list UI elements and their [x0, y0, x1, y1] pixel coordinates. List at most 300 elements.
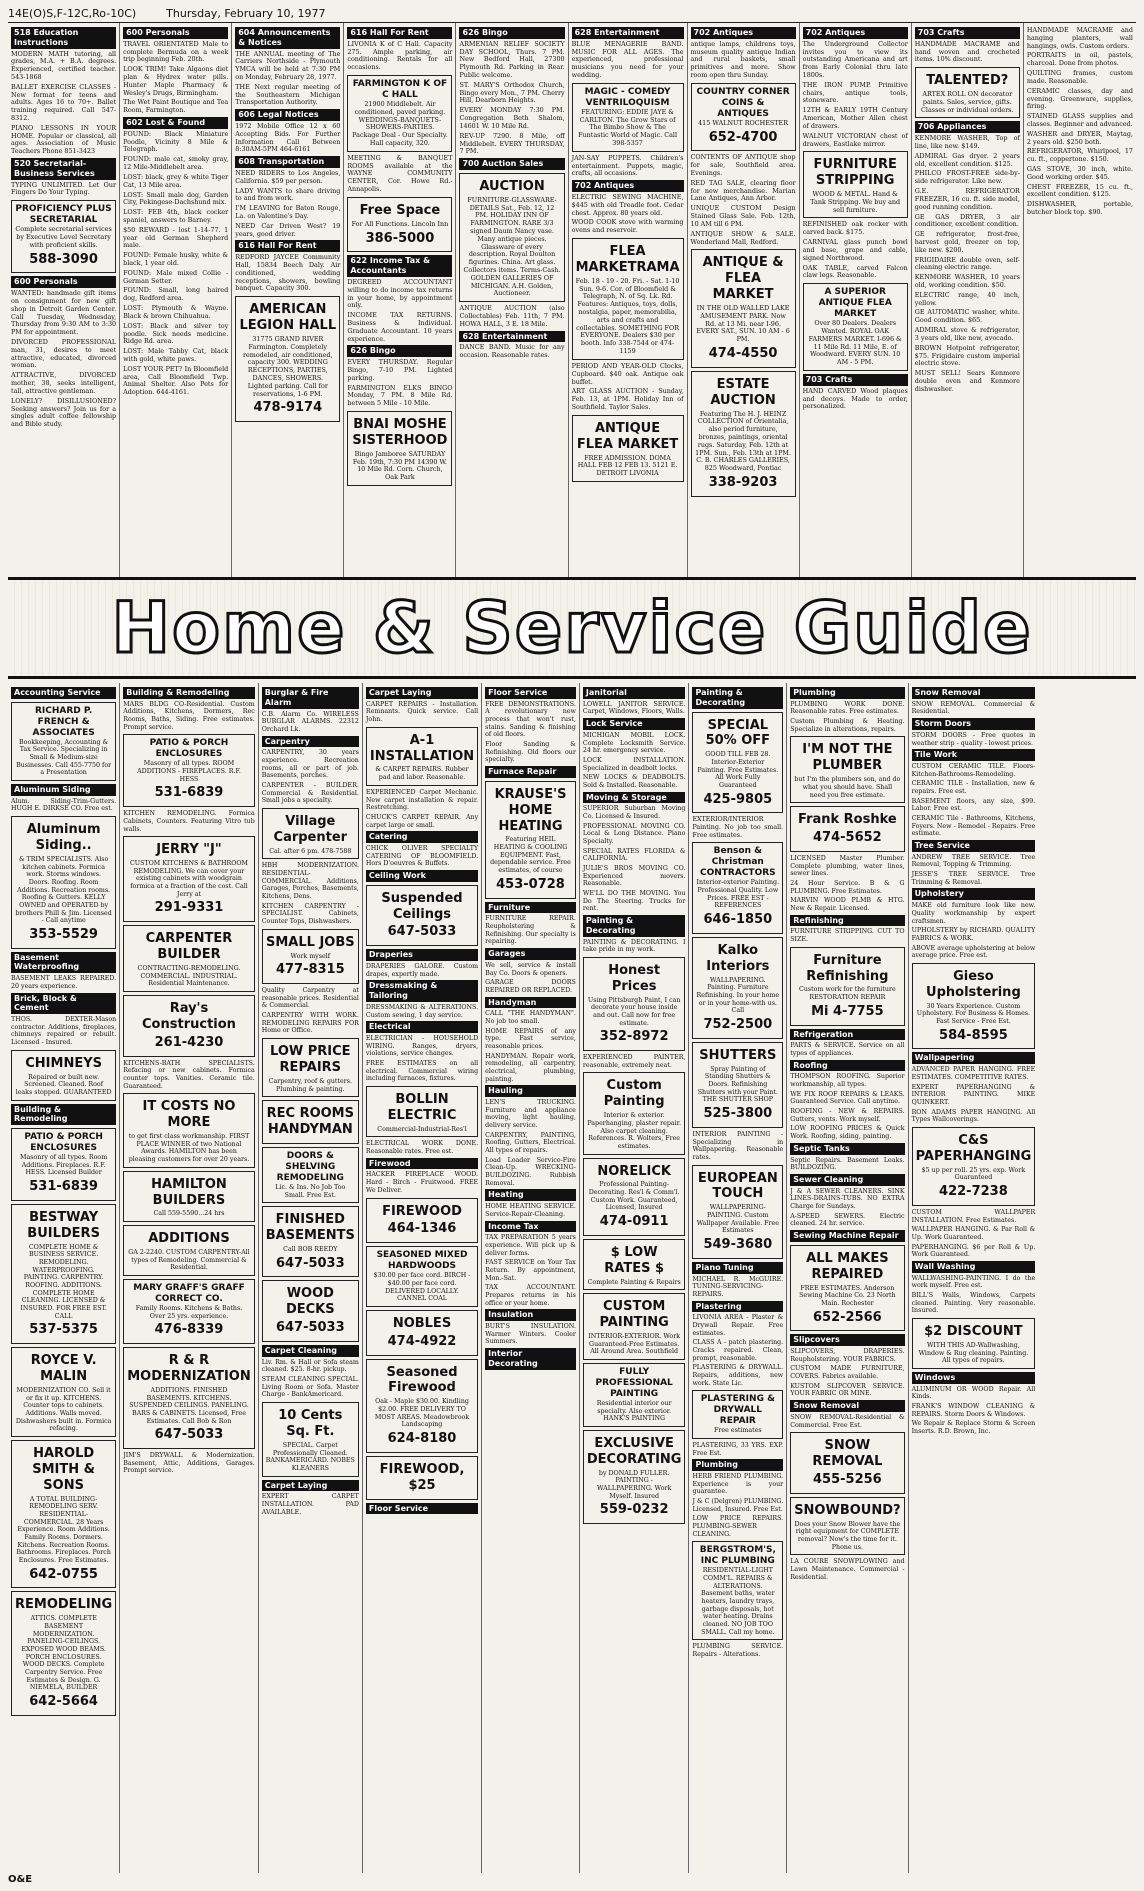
- ad-title: FINISHED BASEMENTS: [265, 1212, 355, 1244]
- ad-phone: 478-9174: [253, 400, 323, 416]
- ad-title: BERGSTROM'S, INC PLUMBING: [699, 1545, 776, 1567]
- display-ad: [790, 736, 904, 803]
- ad-title: Honest Prices: [608, 962, 661, 994]
- classified-ad: PERIOD AND YEAR-OLD Clocks, Cupboard. $40 oak. Antique oak buffet.: [571, 361, 684, 386]
- category-heading: 626 Bingo: [347, 345, 452, 357]
- classified-ad: BLUE MENAGERIE BAND. MUSIC FOR ALL AGES. The experienced, professional musicians you need for your wedding.: [571, 39, 684, 79]
- ad-phone: 647-5033: [275, 1255, 345, 1271]
- classified-ad: WOOD COOK stove with warming ovens and reservoir.: [571, 218, 684, 235]
- ad-title: SHUTTERS: [699, 1047, 777, 1063]
- ad-title: HAMILTON BUILDERS: [151, 1176, 227, 1208]
- classified-ad: RON ADAMS PAPER HANGING. All Types Wallcoverings.: [911, 1108, 1036, 1124]
- category-heading: Brick, Block & Cement: [11, 993, 116, 1015]
- classified-ad: LADY WANTS to share driving to and from work.: [235, 186, 341, 203]
- ad-title: Suspended Ceilings: [381, 890, 463, 922]
- ad-title: CHIMNEYS: [25, 1055, 102, 1071]
- classified-ad: LEN'S TRUCKING. Furniture and appliance moving, light hauling, delivery service.: [485, 1099, 576, 1130]
- ad-title: Custom Painting: [603, 1078, 665, 1110]
- classified-ad: QUILTING frames, custom made. Reasonable.: [1026, 69, 1133, 85]
- ad-body: $30.00 per face cord. BIRCH - $40.00 per face cord. DELIVERED LOCALLY. CANNEL COAL: [373, 1272, 471, 1303]
- category-heading: Insulation: [485, 1309, 576, 1321]
- ad-phone: 261-4230: [154, 1034, 224, 1050]
- classified-ad: FRIGIDAIRE double oven, self-cleaning electric range.: [914, 255, 1020, 272]
- classified-column: [259, 683, 363, 1873]
- category-heading: Refrigeration: [790, 1029, 904, 1041]
- classified-ad: FURNITURE STRIPPING. CUT TO SIZE.: [790, 928, 905, 944]
- classified-ad: INTERIOR PAINTING - Specializing in Wallpapering. Reasonable rates.: [692, 1130, 784, 1161]
- classified-ad: I'M LEAVING for Baton Rouge, La. on Valentine's Day.: [235, 204, 341, 220]
- classified-ad: ANTIQUE SHOW & SALE. Wonderland Mall, Redford.: [690, 229, 796, 246]
- category-heading: Wall Washing: [912, 1261, 1036, 1273]
- display-ad: [11, 1128, 116, 1201]
- display-ad: [123, 1225, 255, 1276]
- ad-title: ANTIQUE & FLEA MARKET: [702, 255, 784, 303]
- ad-title: ADDITIONS: [148, 1231, 230, 1247]
- display-ad: [262, 1206, 359, 1277]
- ad-body: COMPLETE HOME & BUSINESS SERVICE. REMODELING. WATERPROOFING. PAINTING. CARPENTRY. ROOFING. ADDITIONS. COMPLETE HOME CLEANING. LICENSED & INSURED. FOR FREE EST. CALL: [20, 1243, 107, 1320]
- ad-phone: 386-5000: [365, 230, 435, 246]
- ad-title: ALL MAKES REPAIRED: [806, 1250, 889, 1282]
- category-heading: 628 Entertainment: [572, 27, 684, 39]
- classified-ad: INCOME TAX RETURNS. Business & Individual. Graduate Accountant. 10 years experience.: [347, 311, 453, 343]
- classified-ad: CONTENTS OF ANTIQUE shop for sale, Southfield area. Evenings.: [690, 153, 796, 178]
- classified-ad: LOST: black, grey & white Tiger Cat, 13 Mile area.: [123, 172, 229, 189]
- category-heading: Basement Waterproofing: [11, 952, 116, 974]
- classified-ad: SPECIAL RATES FLORIDA & CALIFORNIA.: [582, 847, 686, 863]
- classified-ad: MARS BLDG CO-Residential. Custom Additions, Kitchens, Dormers, Rec Rooms, Baths, Siding. Free estimates. Prompt service.: [123, 700, 255, 731]
- ad-title: REMODELING: [15, 1597, 113, 1613]
- ad-title: BESTWAY BUILDERS: [27, 1209, 100, 1241]
- display-ad: [347, 75, 452, 152]
- category-heading: Hauling: [485, 1085, 576, 1097]
- ad-body: Bingo Jamboree SATURDAY Feb. 19th, 7:30 PM 14390 W. 10 Mile Rd. Corn. Church, Oak Park: [352, 449, 447, 482]
- ad-title: $2 DISCOUNT: [924, 1323, 1023, 1339]
- classified-ad: PLUMBING WORK DONE. Reasonable rates. Free estimates.: [790, 700, 905, 716]
- display-ad: [123, 1171, 255, 1222]
- display-ad: [11, 1440, 116, 1588]
- classified-ad: HBH MODERNIZATION. RESIDENTIAL-COMMERCIAL. Additions, Garages, Porches, Basements, Kitchens, Dens.: [261, 862, 359, 901]
- display-ad: [583, 1363, 686, 1427]
- classified-ad: ATTRACTIVE, DIVORCED mother, 38, seeks intelligent, tall, attractive gentleman.: [11, 371, 117, 395]
- category-heading: 606 Legal Notices: [235, 109, 340, 121]
- ad-title: FIREWOOD: [382, 1203, 462, 1219]
- category-heading: Carpet Laying: [366, 687, 478, 699]
- classified-ad: CUSTOM WALLPAPER INSTALLATION. Free Estimates.: [911, 1208, 1036, 1224]
- ad-title: AUCTION: [479, 178, 545, 194]
- classified-ad: KENMORE WASHER, 10 years old, working condition. $50.: [914, 273, 1020, 290]
- classified-ad: PLASTERING & DRYWALL. Repairs, additions, new work. State Lic.: [692, 1364, 784, 1387]
- category-heading: Furniture: [485, 902, 576, 914]
- ad-title: Gieso Upholstering: [926, 968, 1021, 1000]
- display-ad: [11, 816, 116, 949]
- display-ad: [11, 1347, 116, 1437]
- classified-ad: WALLPAPER HANGING. & Par Roll & Up. Work Guaranteed.: [911, 1226, 1036, 1241]
- display-ad: [692, 842, 783, 933]
- ad-title: Seasoned Firewood: [386, 1364, 458, 1396]
- classified-ad: BILL'S Walls, Windows, Carpets cleaned. Painting. Very reasonable. Insured.: [911, 1291, 1036, 1315]
- display-ad: [485, 781, 576, 899]
- classified-ad: 24 Hour Service. B & G PLUMBING. Free Estimates.: [790, 879, 905, 895]
- ad-phone: 338-9203: [708, 475, 778, 491]
- display-ad: [572, 415, 684, 482]
- classified-column: [344, 23, 456, 577]
- classified-ad: LOST: Male Tabby Cat, black with gold, white paws.: [123, 347, 229, 363]
- category-heading: 700 Auction Sales: [459, 158, 564, 170]
- display-ad: [572, 83, 684, 152]
- classified-ad: MEETING & BANQUET ROOMS available at the WAYNE COMMUNITY CENTER, Cor. Howe Rd.-Annapolis.: [347, 153, 453, 194]
- display-ad: [366, 1086, 478, 1137]
- classified-ad: C.B. Alarm Co. WIRELESS BURGLAR ALARMS. 22312 Orchard Lk.: [261, 710, 359, 733]
- category-heading: Wallpapering: [912, 1052, 1036, 1064]
- ad-title: IT COSTS NO MORE: [142, 1099, 236, 1131]
- classified-column: [456, 23, 568, 577]
- classified-ad: WE FIX ROOF REPAIRS & LEAKS. Guaranteed Service. Call anytime.: [790, 1090, 905, 1106]
- classified-ad: REV-UP 7290. 8 Mile, off Middlebelt. EVERY THURSDAY, 7 PM.: [459, 131, 565, 156]
- display-ad: [583, 1072, 686, 1154]
- ad-body: Professional Painting-Decorating. Res'l & Comm'l. Custom Work. Guaranteed, Licensed, Insured: [588, 1181, 680, 1212]
- classified-ad: MODERN MATH tutoring, all grades, M.A. + B.A. degrees. Experienced, certified teacher. 543-1868: [11, 49, 117, 81]
- classified-ad: TAX PREPARATION 5 years experience. Will pick up & deliver forms.: [485, 1234, 576, 1257]
- classified-ad: KITCHEN CARPENTRY - SPECIALIST. Cabinets, Counter Tops, Dishwashers.: [261, 902, 359, 926]
- category-heading: Plastering: [692, 1301, 783, 1313]
- classified-ad: The Underground Collector invites you to view its outstanding Americana and art from Early Colonial thru late 1800s.: [802, 39, 908, 79]
- classified-ad: HAND CARVED Wood plaques and decoys. Made to order, personalized.: [802, 386, 908, 411]
- category-heading: Draperies: [366, 949, 478, 961]
- classified-ad: HANDMADE MACRAME and hanging planters, wall hangings, owls. Custom orders.: [1026, 26, 1133, 50]
- classified-ad: G.E. REFRIGERATOR FREEZER, 16 cu. ft. side model, good running condition.: [914, 187, 1020, 211]
- classified-ad: ART GLASS AUCTION - Sunday, Feb. 13, at 1PM. Holiday Inn of Southfield. Taylor Sales.: [571, 387, 684, 411]
- classified-ad: antique lamps, childrens toys, museum quality antique Indian and rural baskets, small primitives and more. Show room open thru Sunday.: [690, 39, 796, 79]
- display-ad: [366, 727, 478, 786]
- classified-ad: PARTS & SERVICE. Service on all types of appliances.: [790, 1042, 905, 1058]
- category-heading: Piano Tuning: [692, 1262, 783, 1274]
- classified-ad: CERAMIC TILE - Installation, new & repairs. Free est.: [911, 780, 1036, 795]
- display-ad: [123, 925, 255, 992]
- category-heading: 702 Antiques: [572, 180, 684, 192]
- category-heading: 518 Education Instructions: [11, 27, 116, 49]
- category-heading: Moving & Storage: [583, 792, 686, 804]
- category-heading: Slipcovers: [790, 1334, 904, 1346]
- classified-ad: We Repair & Replace Storm & Screen Inserts. R.D. Brown, Inc.: [911, 1420, 1036, 1435]
- display-ad: [691, 83, 796, 152]
- classified-ad: LOW PRICE REPAIRS. PLUMBING-SEWER CLEANING.: [692, 1515, 784, 1538]
- ad-body: 30 Years Experience. Custom Upholstery. For Business & Homes. Fast Service - Free Est.: [916, 1002, 1031, 1025]
- classified-ad: CERAMIC Tile - Bathrooms, Kitchens, Foyers. New - Remodel - Repairs. Free estimate.: [911, 814, 1036, 838]
- classified-ad: ANTIQUE AUCTION (also Collectables) Feb. 11th, 7 PM. HOWA HALL, 3 E. 18 Mile.: [459, 304, 565, 328]
- ad-body: SPECIAL. Carpet Professionally Cleaned. BANKAMERICARD. NOBES KLEANERS: [265, 1441, 355, 1472]
- ad-body: Call 559-5590...24 hrs: [153, 1210, 225, 1218]
- ad-body: FREE ADMISSION. DOMA HALL FEB 12 FEB 13. 5121 E. DETROIT LIVONIA: [577, 453, 678, 478]
- ad-title: Village Carpenter: [273, 813, 348, 845]
- display-ad: [262, 929, 359, 984]
- display-ad: [123, 1279, 255, 1344]
- classified-ad: MICHAEL R. McGUIRE. TUNING-SERVICING-REPAIRS.: [692, 1275, 784, 1298]
- classified-ad: ADMIRAL Gas dryer. 2 years old, excellent condition. $125.: [914, 151, 1020, 168]
- category-heading: 608 Transportation: [235, 156, 340, 168]
- classified-ad: DRESSMAKING & ALTERATIONS. Custom sewing, 1 day service.: [365, 1003, 479, 1019]
- ad-title: HAROLD SMITH & SONS: [32, 1446, 95, 1493]
- category-heading: Firewood: [366, 1158, 478, 1170]
- category-heading: 706 Appliances: [915, 121, 1020, 133]
- category-heading: 600 Personals: [11, 276, 116, 288]
- ad-body: GOOD TILL FEB 28. Interior-Exterior Painting. Free Estimates. All Work Fully Guaranteed: [697, 751, 779, 789]
- category-heading: Dressmaking & Tailoring: [366, 980, 478, 1002]
- classified-ad: WANTED: handmade gift items on consignment for new gift shop in Detroit Garden Center. Call Tuesday, Wednesday, Thursday from 9:30 AM to 3:30 PM for appointment.: [11, 289, 117, 337]
- ad-phone: 474-4922: [387, 1333, 457, 1349]
- classified-ad: KITCHENS-BATH SPECIALISTS. Refacing or new cabinets. Formica counter tops. Vanities. Ceramic tile. Guaranteed.: [123, 1059, 255, 1090]
- ad-title: SEASONED MIXED HARDWOODS: [376, 1250, 468, 1272]
- classified-ad: LOW ROOFING PRICES & Quick Work. Roofing, siding, painting.: [790, 1125, 905, 1141]
- category-heading: Snow Removal: [912, 687, 1036, 699]
- classified-ad: LOST: Black and silver toy poodle. Sick needs medicine. Ridge Rd. area.: [123, 321, 229, 346]
- category-heading: 600 Personals: [123, 27, 228, 39]
- category-heading: 602 Lost & Found: [123, 117, 228, 129]
- classified-column: [689, 683, 787, 1873]
- ad-body: Interior & exterior. Paperhanging, plaster repair. Also carpet cleaning. References. R. Wolters, Free estimates.: [587, 1112, 681, 1150]
- classified-ad: THE ANNUAL meeting of The Carriers Northside - Plymouth YMCA will be held at 7:30 PM on Monday, February 28, 1977.: [235, 49, 341, 81]
- display-ad: [583, 1158, 686, 1236]
- classified-ad: WALLWASHING-PAINTING. I do the work myself. Free est.: [911, 1274, 1036, 1290]
- category-heading: Garages: [485, 948, 576, 960]
- ad-phone: 476-8339: [154, 1322, 224, 1338]
- classified-ad: HANDMADE MACRAME and hand woven and crocheted items. 10% discount.: [914, 39, 1020, 64]
- classified-ad: JAN-SAY PUPPETS. Children's entertainment. Puppets, magic, crafts, all occasions.: [571, 153, 684, 178]
- ad-phone: 474-5652: [813, 830, 882, 846]
- display-ad: [262, 1038, 359, 1097]
- classified-ad: KENMORE WASHER, Top of line, like new. $149.: [914, 134, 1020, 151]
- ad-body: For All Functions. Lincoln Inn: [351, 219, 449, 228]
- classified-ad: TRAVEL ORIENTATED Male to complete Bermuda on a week trip beginning Feb. 20th.: [123, 39, 229, 64]
- ad-phone: 352-8972: [599, 1029, 669, 1045]
- classified-ad: BASEMENT floors, any size, $99. Labor. Free est.: [911, 797, 1036, 813]
- classified-ad: KITCHEN REMODELING. Formica Cabinets, Counters. Featuring Vitro tub walls.: [123, 810, 255, 833]
- ad-title: FULLY PROFESSIONAL PAINTING: [595, 1367, 673, 1400]
- ad-phone: 559-0232: [599, 1502, 669, 1518]
- classified-ad: THOS. DEXTER-Mason contractor. Additions, fireplaces, chimneys repaired or rebuilt. Licensed - Insured.: [11, 1016, 117, 1047]
- ad-title: BNAI MOSHE SISTERHOOD: [352, 417, 448, 448]
- category-heading: Catering: [366, 831, 478, 843]
- ad-body: IN THE OLD WALLED LAKE AMUSEMENT PARK. Now Rd. at 13 Mi. near I-96. EVERY SAT., SUN. 10 AM - 6 PM.: [696, 303, 790, 344]
- classified-ad: CUSTOM CERAMIC TILE. Floors-Kitchen-Bathrooms-Remodeling.: [911, 762, 1036, 778]
- classified-ad: PORTRAITS in oil, pastels, charcoal. Done from photos.: [1026, 51, 1133, 68]
- classified-ad: FAST SERVICE on Your Tax Return. By appointment, Mon.-Sat.: [485, 1259, 576, 1282]
- display-ad: [123, 1347, 255, 1449]
- ad-body: Bookkeeping, Accounting & Tax Service. Specializing in Small & Medium-size Businesses. Call 455-7750 for a Presentation: [16, 738, 112, 777]
- ad-body: WITH THIS AD-Wallwashing, Window & Rug cleaning. Painting. All types of repairs.: [918, 1341, 1029, 1365]
- display-ad: [790, 947, 904, 1026]
- ad-phone: 464-1346: [387, 1221, 457, 1237]
- display-ad: [912, 1318, 1036, 1369]
- ad-title: ROYCE V. MALIN: [30, 1353, 97, 1385]
- ad-body: to get first class workmanship. FIRST PLACE WINNER of two National Awards. HAMILTON has been pleasing customers for over 20 years.: [128, 1133, 250, 1164]
- category-heading: 628 Entertainment: [459, 331, 564, 343]
- category-heading: 520 Secretarial-Business Services: [11, 158, 116, 180]
- ad-title: Frank Roshke: [798, 812, 897, 828]
- classified-ad: REFRIGERATOR, Whirlpool, 17 cu. ft., coppertone. $150.: [1026, 147, 1133, 164]
- display-ad: [123, 995, 255, 1057]
- display-ad: [11, 1204, 116, 1344]
- ad-title: RICHARD P. FRENCH & ASSOCIATES: [32, 705, 95, 738]
- ad-title: R & R MODERNIZATION: [127, 1353, 251, 1385]
- display-ad: [347, 197, 452, 253]
- ad-body: WOOD & METAL. Hand & Tank Stripping. We buy and sell furniture.: [810, 190, 901, 214]
- classified-column: [120, 23, 232, 577]
- category-heading: Building & Remodeling: [123, 687, 255, 699]
- classified-column: [912, 23, 1024, 577]
- ad-body: Commercial-Industrial-Res'l: [377, 1125, 467, 1133]
- masthead: [8, 4, 1136, 22]
- category-heading: Building & Remodeling: [11, 1104, 116, 1126]
- ad-body: Carpentry, roof & gutters. Plumbing & painting.: [268, 1077, 352, 1093]
- ad-body: Spray Painting of Standing Shutters & Doors. Refinishing Shutters with your Paint. THE SHUTTER SHOP: [697, 1065, 778, 1104]
- classified-ad: DRAPERIES GALORE. Custom drapes, expertly made.: [365, 963, 479, 978]
- display-ad: [235, 296, 340, 422]
- category-heading: Plumbing: [790, 687, 904, 699]
- ad-body: WALLPAPERING-PAINTING. Custom Wallpaper Available. Free Estimates: [696, 1204, 779, 1235]
- classified-ad: FOUND: male cat, smoky gray, 12 Mile-Middlebelt area.: [123, 155, 229, 172]
- classified-column: [688, 23, 800, 577]
- display-ad: [691, 371, 796, 497]
- ad-phone: 425-9805: [703, 791, 773, 807]
- classified-ad: CUSTOM MADE FURNITURE, COVERS. Fabrics available.: [790, 1365, 905, 1381]
- classified-ad: HOME HEATING SERVICE. Service-Repair-Cleaning.: [485, 1203, 576, 1218]
- classified-ad: LOST: Plymouth & Wayne. Black & brown Chihuahua.: [123, 304, 229, 320]
- service-guide-section: [8, 683, 1136, 1873]
- ad-body: Does your Snow Blower have the right equipment for COMPLETE removal? Now's the time for it. Phone us.: [794, 1520, 901, 1551]
- display-ad: [692, 1042, 783, 1128]
- ad-phone: 537-5375: [29, 1322, 98, 1338]
- classified-ad: DIVORCED PROFESSIONAL man, 31, desires to meet attractive, educated, divorced woman.: [11, 338, 117, 370]
- ad-phone: 647-5033: [275, 1320, 345, 1336]
- classified-ad: EXPERIENCED Carpet Mechanic. New carpet installation & repair. Restretching.: [365, 788, 479, 812]
- classified-ad: SUPERIOR Suburban Moving Co. Licensed & Insured.: [582, 805, 686, 820]
- display-ad: [366, 885, 478, 947]
- ad-phone: Mi 4-7755: [811, 1003, 884, 1019]
- ad-title: FIREWOOD, $25: [379, 1461, 465, 1493]
- classified-ad: Floor Sanding & Refinishing. Old floors our specialty.: [485, 741, 576, 764]
- ad-body: Work myself: [290, 952, 331, 960]
- classified-ad: EXPERT CARPET INSTALLATION. PAD AVAILABLE.: [261, 1493, 359, 1516]
- category-heading: Tree Service: [912, 840, 1036, 852]
- category-heading: Storm Doors: [912, 718, 1036, 730]
- category-heading: Heating: [485, 1189, 576, 1201]
- category-heading: Handyman: [485, 997, 576, 1009]
- ad-body: ADDITIONS. FINISHED BASEMENTS. KITCHENS. SUSPENDED CEILINGS. PANELING. BARS & CABINETS. Licensed, Free Estimates. Call Bob & Ron: [129, 1386, 249, 1425]
- classified-ad: CARPENTER - BUILDER. Commercial & Residential. Small jobs a specialty.: [261, 781, 359, 805]
- classified-column: [569, 23, 688, 577]
- classified-ad: J & A SEWER CLEANERS. SINK LINES-DRAINS-TUBS. NO EXTRA Charge for Sundays.: [790, 1187, 905, 1211]
- ad-title: COUNTRY CORNER COINS & ANTIQUES: [696, 86, 790, 119]
- classified-ad: OAK TABLE, carved Falcon claw legs. Reasonable.: [802, 263, 908, 280]
- classified-ad: UPHOLSTERY by RICHARD. QUALITY FABRICS & WORK.: [911, 927, 1036, 942]
- classified-ad: LIVONIA K of C Hall. Capacity 275. Ample parking, air conditioning. Rentals for all occasions.: [347, 39, 453, 72]
- classified-ad: WALNUT VICTORIAN chest of drawers, Eastlake mirror.: [802, 131, 908, 148]
- classified-column: [8, 683, 120, 1873]
- classified-ad: FOUND: Small, long haired dog, Redford area.: [123, 286, 229, 303]
- display-ad: [692, 1541, 783, 1640]
- classified-ad: RED TAG SALE, clearing floor for new merchandise. Marian Lane Antiques, Ann Arbor.: [690, 178, 796, 203]
- category-heading: Upholstery: [912, 888, 1036, 900]
- display-ad: [583, 1239, 686, 1290]
- ad-body: Lic. & Ins. No Job Too Small. Free Est.: [275, 1183, 346, 1199]
- ad-body: Cal. after 6 pm. 478-7588: [269, 847, 352, 855]
- classified-ad: MUST SELL! Sears Kenmore double oven and Kenmore dishwasher.: [914, 369, 1020, 393]
- category-heading: Aluminum Siding: [11, 784, 116, 796]
- display-ad: [692, 1390, 783, 1439]
- ad-title: BOLLIN ELECTRIC: [387, 1092, 457, 1123]
- ad-title: JERRY "J": [156, 842, 222, 858]
- display-ad: [583, 1430, 686, 1524]
- ad-phone: 422-7238: [939, 1183, 1008, 1199]
- ad-title: EUROPEAN TOUCH: [697, 1170, 778, 1202]
- ad-body: Masonry of all types. Room Additions. Fireplaces. R.F. HESS. Licensed Builder: [20, 1154, 108, 1177]
- ad-body: Free estimates: [714, 1427, 762, 1435]
- classified-ad: LOOK TRIM! Take Algaons diet plan & Hydrex water pills. Hunter Maple Pharmacy & Wesley's Drugs, Birmingham.: [123, 65, 229, 97]
- classified-ad: J & C (Delgren) PLUMBING. Licensed, Insured. Free Est.: [692, 1498, 784, 1513]
- classified-ad: GE GAS DRYER, 3 air conditioner, excellent condition.: [914, 212, 1020, 229]
- ad-body: & CARPET REPAIRS. Rubber pad and labor. Reasonable.: [375, 766, 469, 782]
- ad-title: SPECIAL 50% OFF: [705, 717, 771, 749]
- issue-date: Thursday, February 10, 1977: [166, 6, 326, 20]
- ad-title: MAGIC - COMEDY VENTRILOQUISM: [584, 86, 671, 108]
- ad-title: PROFICIENCY PLUS SECRETARIAL: [15, 204, 112, 226]
- category-heading: Furnace Repair: [485, 766, 576, 778]
- classified-column: [800, 23, 912, 577]
- ad-title: Kalko Interiors: [706, 942, 770, 974]
- classified-ad: HANDYMAN. Repair work, remodeling, all carpentry, electrical, plumbing, painting.: [485, 1052, 576, 1083]
- ad-title: PLASTERING & DRYWALL REPAIR: [700, 1394, 775, 1427]
- ad-phone: 642-5664: [29, 1694, 98, 1710]
- display-ad: [915, 67, 1020, 118]
- ad-title: Furniture Refinishing: [806, 952, 889, 984]
- ad-title: I'M NOT THE PLUMBER: [802, 742, 893, 774]
- classified-ad: ABOVE average upholstering at below average price. Free est.: [911, 944, 1036, 960]
- classified-ad: BURT'S INSULATION. Warmer Winters. Cooler Summers.: [485, 1323, 576, 1346]
- ad-phone: 455-5256: [813, 1471, 882, 1487]
- ad-title: FLEA MARKETRAMA: [575, 244, 680, 275]
- classified-ad: CLASS A - patch plastering. Cracks repaired. Clean, prompt, reasonable.: [692, 1339, 784, 1362]
- ad-phone: 531-6839: [29, 1179, 98, 1195]
- ad-body: RESIDENTIAL-LIGHT COMM'L. REPAIRS & ALTERATIONS. Basement baths, water heaters, laundry trays, garbage disposals, hot water heating. Drains cleaned. NO JOB TOO SMALL. Call my home.: [700, 1567, 775, 1636]
- display-ad: [123, 1093, 255, 1167]
- display-ad: [803, 151, 908, 218]
- classified-ad: SNOW REMOVAL-Residential & Commercial. Free Est.: [790, 1413, 905, 1429]
- ad-phone: 647-5033: [387, 924, 457, 940]
- classified-ad: CARPET REPAIRS - Installation. Remnants. Quick service. Call John.: [365, 700, 479, 724]
- classified-ad: Alum. Siding-Trim-Gutters. HUGH E. DIRKSE CO. Free est.: [11, 797, 117, 813]
- ad-body: Complete secretarial services by Executive Level Secretary with proficient skills.: [15, 225, 112, 249]
- ad-body: FEATURING: EDDIE JAYE & CARLTON. The Grow Stars of The Bimbo Show & The Funtastic World of Magic. Call 398-5357: [578, 107, 678, 147]
- classified-ad: MARVIN WOOD PLMB & HTG. New & Repair. Licensed.: [790, 897, 905, 912]
- classified-ad: THE Next regular meeting of the Southeastern Michigan Transportation Authority.: [235, 82, 341, 107]
- classified-ad: LOST: FEB 4th, black cocker spaniel, answers to Barney.: [123, 208, 229, 224]
- display-ad: [366, 1310, 478, 1356]
- classified-ad: CERAMIC classes, day and evening. Greenware, supplies, firing.: [1026, 86, 1133, 111]
- classified-ad: CARPENTRY, 30 years experience. Recreation rooms, all or part of job. Basements, porches.: [261, 749, 359, 780]
- ad-phone: 652-4700: [708, 129, 778, 145]
- ad-body: Repaired or built new. Screened. Cleaned. Roof leaks stopped. GUARANTEED: [15, 1073, 112, 1096]
- classified-ad: PAINTING & DECORATING. I take pride in my work.: [582, 938, 686, 954]
- ad-title: Free Space: [359, 202, 441, 218]
- ad-title: CARPENTER BUILDER: [145, 931, 233, 963]
- classified-ad: We sell, service & install Bay Co. Doors & openers.: [485, 961, 576, 977]
- classified-ad: HOME REPAIRS of any type. Fast service, reasonable prices.: [485, 1027, 576, 1050]
- classified-ad: FOUND: Male mixed Collie - German Setter.: [123, 268, 229, 285]
- classified-ad: FOUND: Female husky, white & black, 1 year old.: [123, 251, 229, 267]
- classified-ad: ADMIRAL stove & refrigerator, 3 years old, like new, avocado.: [914, 326, 1020, 342]
- ad-title: Aluminum Siding..: [26, 822, 101, 853]
- ad-body: Using Pittsburgh Paint, I can decorate your house inside and out. Call now for free estimate.: [587, 996, 681, 1027]
